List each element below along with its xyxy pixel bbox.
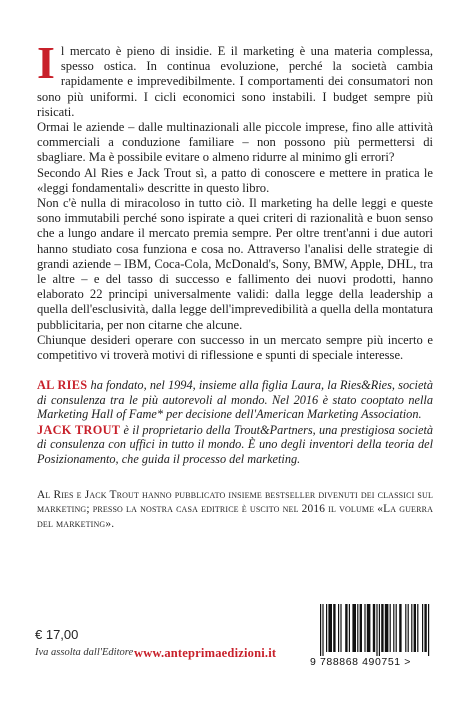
barcode-bar [352, 604, 356, 652]
barcode-bar [349, 604, 350, 652]
barcode-bar [422, 604, 423, 652]
barcode-bar [367, 604, 371, 652]
barcode-bar [376, 604, 377, 656]
isbn-digits [310, 656, 440, 668]
blurb-paragraph-2: Ormai le aziende – dalle multinazionali alle piccole imprese, fino alle attività commerciali a conduzione familiare – non possono più permettersi di sbagliare. Ma è possibile evitare o almeno ridurre al minimo gli errori? [37, 120, 433, 165]
blurb-text-1: l mercato è pieno di insidie. E il marketing è una materia complessa, spesso ostica. In continua evoluzione, perché la società cambia rapidamente e imprevedibilmente. I comportamenti dei consumatori non sono più uniformi. I cicli economici sono instabili. I budget sempre più risicati. [37, 44, 433, 119]
barcode-bar [340, 604, 341, 652]
barcode-arrow: > [404, 656, 412, 668]
isbn-number: 9 788868 490751 [310, 656, 401, 668]
barcode-bar [390, 604, 391, 652]
author-bios [37, 378, 433, 468]
publication-note: Al Ries e Jack Trout hanno pubblicato insieme bestseller divenuti dei classici sul marketing; presso la nostra casa editrice è uscito nel 2016 il volume «La guerra del marketing». [37, 489, 433, 530]
author-name: JACK TROUT [37, 422, 121, 437]
drop-cap: I [37, 37, 55, 88]
barcode-bar [399, 604, 401, 652]
blurb-paragraph-3: Secondo Al Ries e Jack Trout sì, a patto di conoscere e mettere in pratica le «leggi fondamentali» descritte in questo libro. [37, 165, 433, 195]
price: € 17,00 [35, 627, 79, 642]
barcode-bar [328, 604, 332, 652]
barcode-bar [360, 604, 362, 652]
blurb-paragraph-5: Chiunque desideri operare con successo in un mercato sempre più incerto e competitivo vi troverà motivi di riflessione e spunti di speciale interesse. [37, 332, 433, 363]
barcode-bar [326, 604, 327, 652]
barcode-bar [408, 604, 409, 652]
barcode-bar [411, 604, 412, 652]
barcode-bar [385, 604, 389, 652]
author-bio-jack-trout [37, 423, 433, 467]
author-name: AL RIES [37, 378, 88, 392]
vat-note: Iva assolta dall'Editore [35, 647, 134, 658]
author-description: ha fondato, nel 1994, insieme alla figlia Laura, la Ries&Ries, società di consulenza tra le più autorevoli al mondo. Nel 2016 è stato cooptato nella Marketing Hall of Fame* per decisione dell'American Marketing Association. [37, 378, 433, 422]
barcode-bar [373, 604, 375, 652]
barcode-bars [310, 604, 440, 656]
barcode-bar [320, 604, 321, 656]
isbn-barcode [310, 604, 440, 670]
blurb [37, 37, 433, 363]
barcode-bar [396, 604, 397, 652]
author-bio-al-ries [37, 378, 433, 422]
barcode-bar [417, 604, 418, 652]
barcode-bar [379, 604, 380, 656]
author-description: è il proprietario della Trout&Partners, una prestigiosa società di consulenza con uffici in tutto il mondo. È uno degli inventori della teoria del Posizionamento, che guida il processo del marketing. [37, 422, 434, 466]
barcode-bar [405, 604, 406, 652]
blurb-paragraph-4: Non c'è nulla di miracoloso in tutto ciò. Il marketing ha delle leggi e queste sono immutabili perché sono ispirate a quei criteri di razionalità e buon senso che a lungo andare il mercato premia sempre. Per oltre trent'anni i due autori hanno studiato cosa funziona e cosa no. Attraverso l'analisi delle strategie di grandi aziende – IBM, Coca-Cola, McDonald's, Sony, BMW, Apple, DHL, tra le altre – e del tasso di successo e fallimento dei nuovi prodotti, hanno elaborato 22 principi universalmente validi: dalla legge della leadership a quella dell'esclusività, dalla legge dell'imprevedibilità a quella della montatura pubblicitaria, per non citarne che alcune. [37, 196, 433, 332]
barcode-bar [338, 604, 339, 652]
barcode-bar [414, 604, 416, 652]
barcode-bar [345, 604, 347, 652]
barcode-bar [424, 604, 426, 652]
barcode-bar [393, 604, 394, 652]
barcode-bar [428, 604, 429, 656]
barcode-bar [333, 604, 335, 652]
barcode-bar [381, 604, 383, 652]
barcode-bar [357, 604, 358, 652]
barcode-bar [364, 604, 365, 652]
publisher-website: www.anteprimaedizioni.it [134, 646, 277, 660]
barcode-bar [322, 604, 323, 656]
blurb-paragraph-1 [37, 37, 433, 120]
